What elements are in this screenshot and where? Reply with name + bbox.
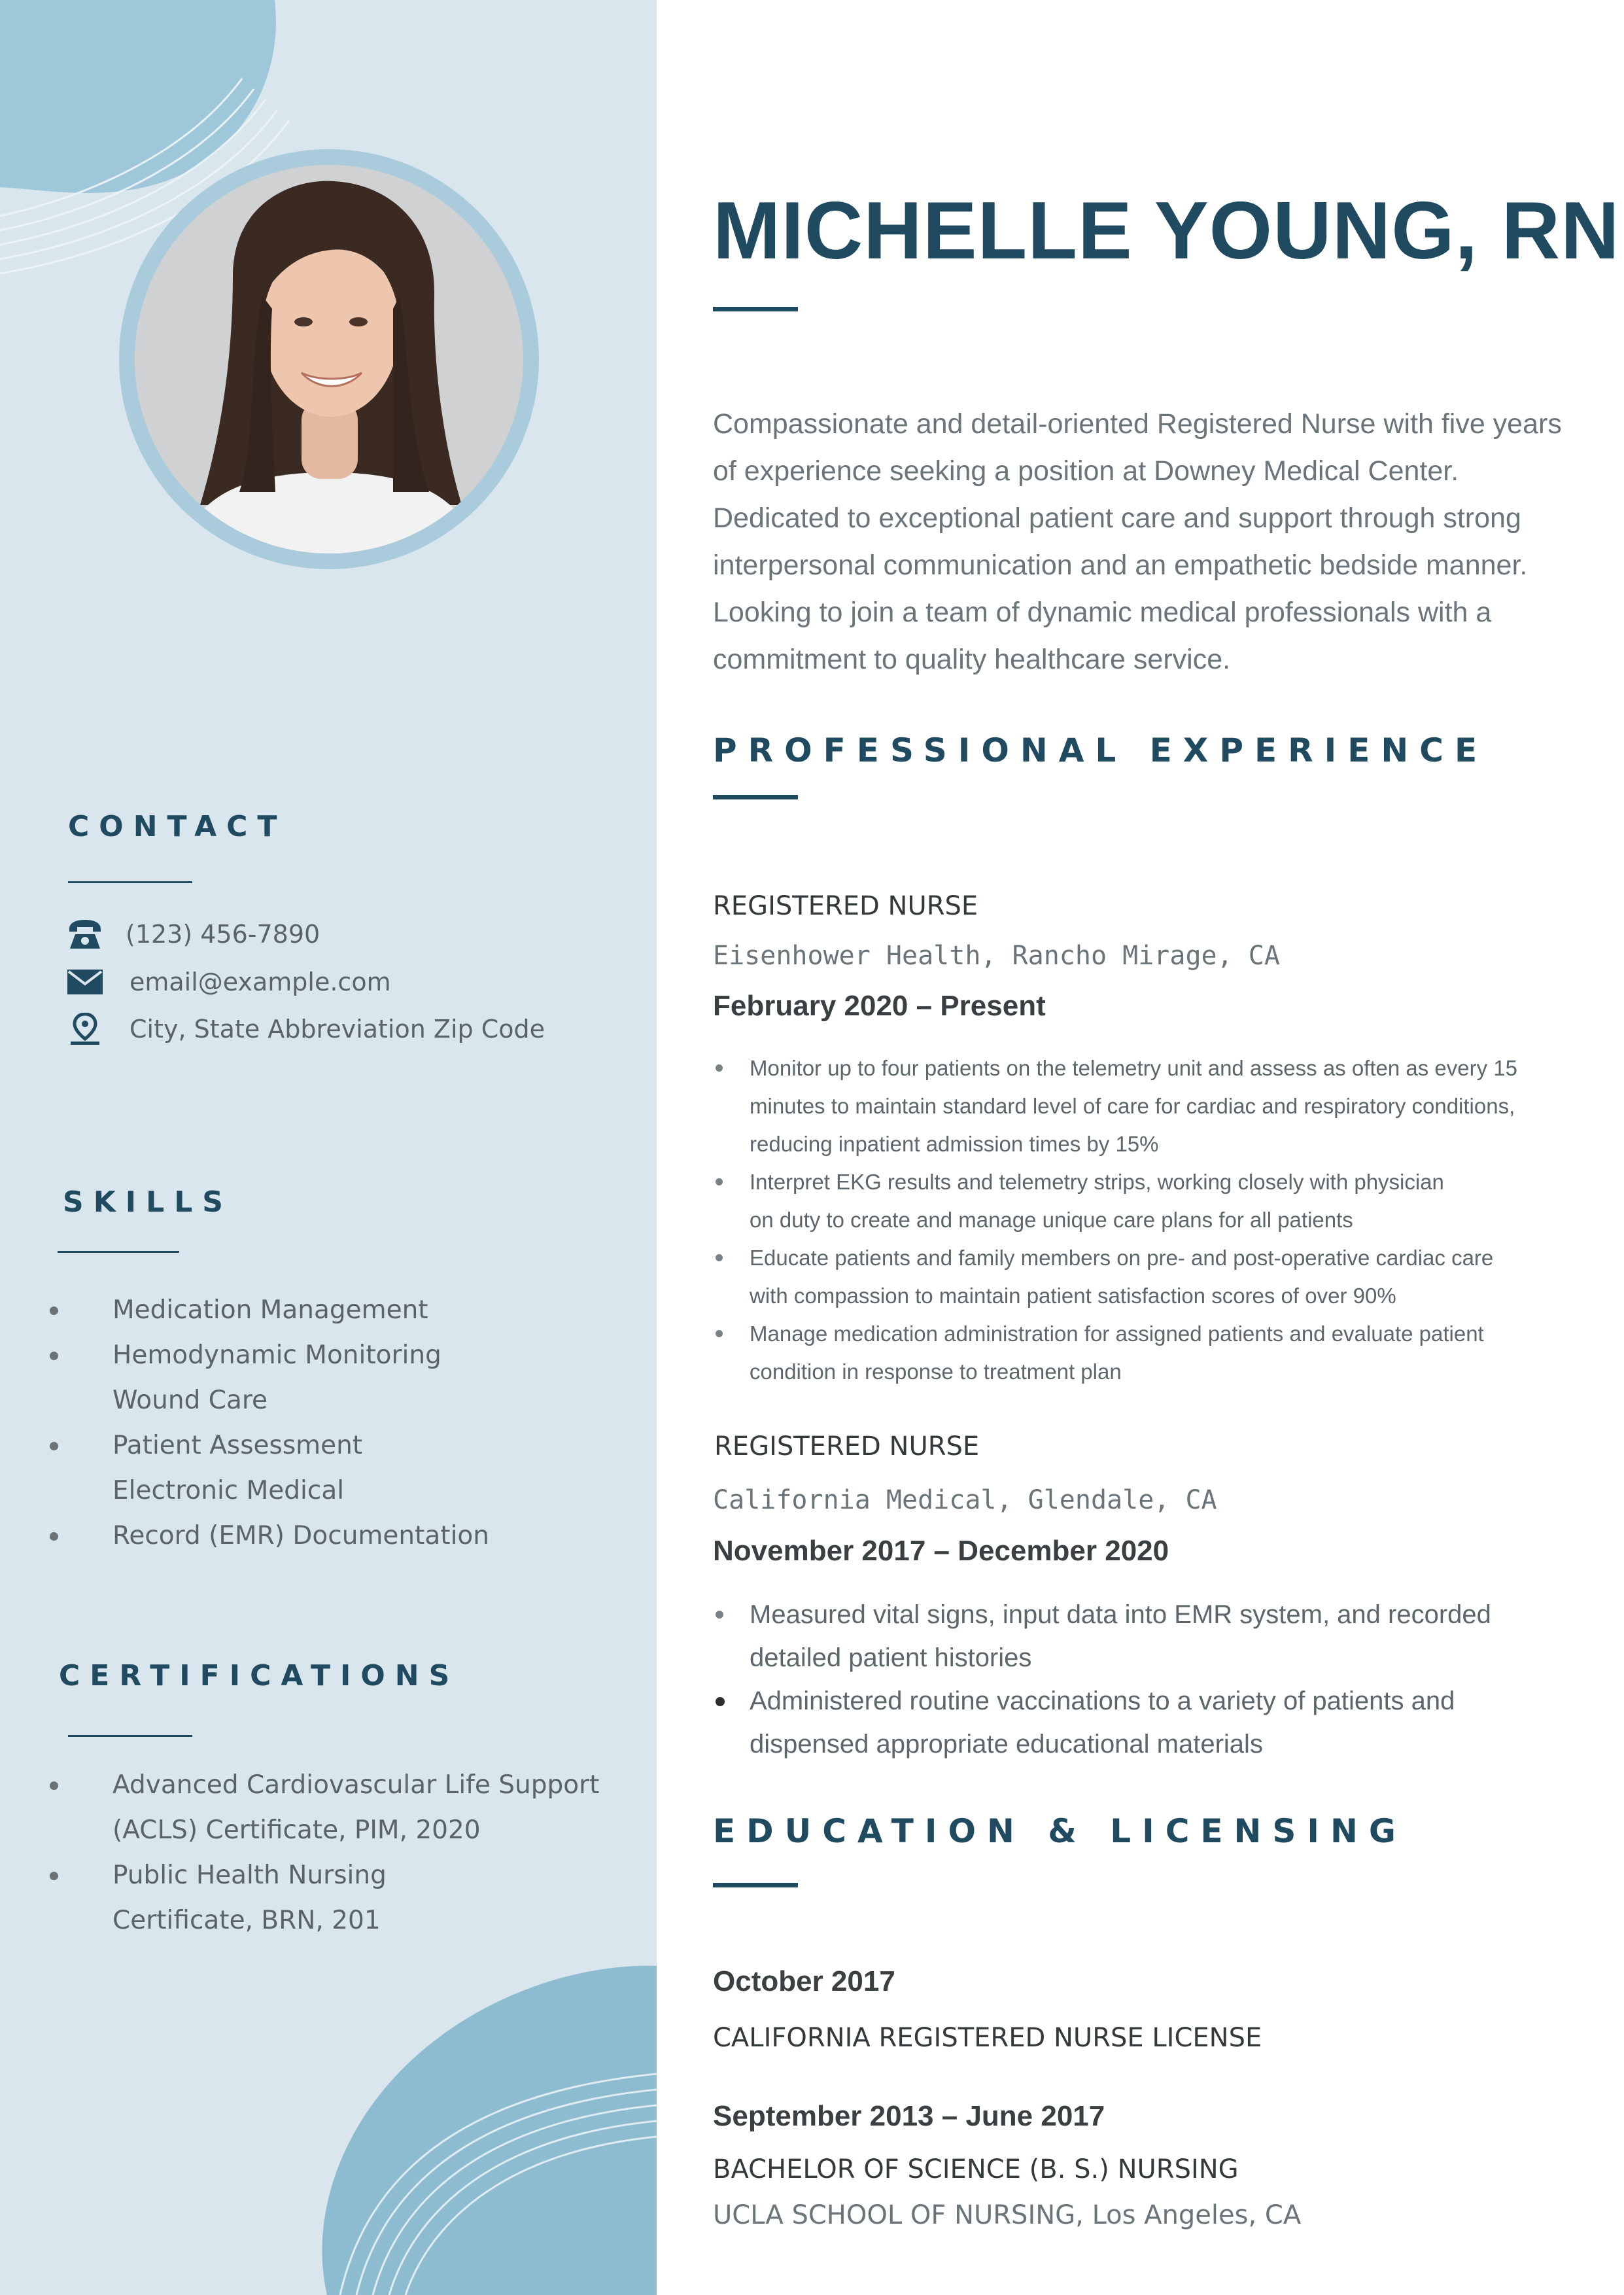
- phone-text: (123) 456-7890: [126, 920, 320, 949]
- job-dates: February 2020 – Present: [713, 990, 1046, 1022]
- job-bullet: Monitor up to four patients on the telemetry unit and assess as often as every 15 minutes to maintain standard level of care for cardiac and respiratory conditions, reducing inpatient admission times by 15%: [713, 1049, 1589, 1163]
- job-bullet: Educate patients and family members on pre- and post-operative cardiac care with compassion to maintain patient satisfaction scores of over 90%: [713, 1239, 1589, 1315]
- certifications-heading: CERTIFICATIONS: [59, 1659, 460, 1692]
- certification-item: Public Health Nursing Certificate, BRN, 201: [46, 1853, 634, 1943]
- experience-heading: PROFESSIONAL EXPERIENCE: [713, 731, 1489, 769]
- location-pin-icon: [65, 1009, 105, 1049]
- certifications-divider: [68, 1735, 192, 1737]
- certifications-list: [46, 1762, 634, 1943]
- skills-heading: SKILLS: [63, 1185, 233, 1219]
- envelope-icon: [65, 962, 105, 1002]
- job-bullet: Manage medication administration for assigned patients and evaluate patient condition in response to treatment plan: [713, 1315, 1589, 1391]
- job-bullets: [713, 1049, 1589, 1391]
- main-column: [657, 0, 1624, 2295]
- education-school: UCLA SCHOOL OF NURSING, Los Angeles, CA: [713, 2200, 1302, 2230]
- job-dates: November 2017 – December 2020: [713, 1535, 1169, 1567]
- job-bullet: Administered routine vaccinations to a variety of patients and dispensed appropriate educational materials: [713, 1679, 1589, 1766]
- education-date: September 2013 – June 2017: [713, 2100, 1105, 2132]
- education-divider: [713, 1883, 798, 1887]
- certification-item: Advanced Cardiovascular Life Support (ACLS) Certificate, PIM, 2020: [46, 1762, 634, 1853]
- education-date: October 2017: [713, 1965, 895, 1997]
- education-title: CALIFORNIA REGISTERED NURSE LICENSE: [713, 2023, 1262, 2053]
- job-company: Eisenhower Health, Rancho Mirage, CA: [713, 941, 1280, 971]
- contact-address: [65, 1009, 545, 1049]
- page-title: MICHELLE YOUNG, RN: [713, 186, 1620, 276]
- contact-phone: [65, 915, 320, 954]
- phone-icon: [65, 915, 105, 954]
- experience-divider: [713, 795, 798, 799]
- skills-divider: [58, 1251, 179, 1253]
- job-bullet: Measured vital signs, input data into EMR system, and recorded detailed patient histories: [713, 1593, 1589, 1679]
- job-company: California Medical, Glendale, CA: [713, 1485, 1217, 1515]
- education-title: BACHELOR OF SCIENCE (B. S.) NURSING: [713, 2154, 1239, 2184]
- sidebar: [0, 0, 657, 2295]
- skill-item: Medication Management: [46, 1288, 634, 1333]
- avatar: [135, 165, 523, 553]
- job-title: REGISTERED NURSE: [714, 1431, 980, 1462]
- skills-list: [46, 1288, 634, 1558]
- email-text: email@example.com: [130, 968, 391, 996]
- skill-item: Hemodynamic Monitoring Wound Care: [46, 1333, 634, 1423]
- job-bullets: [713, 1593, 1589, 1766]
- job-title: REGISTERED NURSE: [713, 891, 978, 921]
- skill-item: Record (EMR) Documentation: [46, 1513, 634, 1558]
- portrait-image: [135, 165, 523, 553]
- contact-divider: [68, 881, 192, 883]
- contact-heading: CONTACT: [68, 810, 287, 843]
- education-heading: EDUCATION & LICENSING: [713, 1812, 1407, 1850]
- address-text: City, State Abbreviation Zip Code: [130, 1015, 545, 1043]
- skill-item: Patient Assessment Electronic Medical: [46, 1423, 634, 1513]
- job-bullet: Interpret EKG results and telemetry strips, working closely with physician on duty to create and manage unique care plans for all patients: [713, 1163, 1589, 1239]
- title-divider: [713, 307, 798, 311]
- contact-email: [65, 962, 391, 1002]
- summary-text: Compassionate and detail-oriented Registered Nurse with five years of experience seeking a position at Downey Medical Center. Dedicated to exceptional patient care and support through strong interpersonal communication and an empathetic bedside manner. Looking to join a team of dynamic medical professionals with a commitment to quality healthcare service.: [713, 408, 1562, 675]
